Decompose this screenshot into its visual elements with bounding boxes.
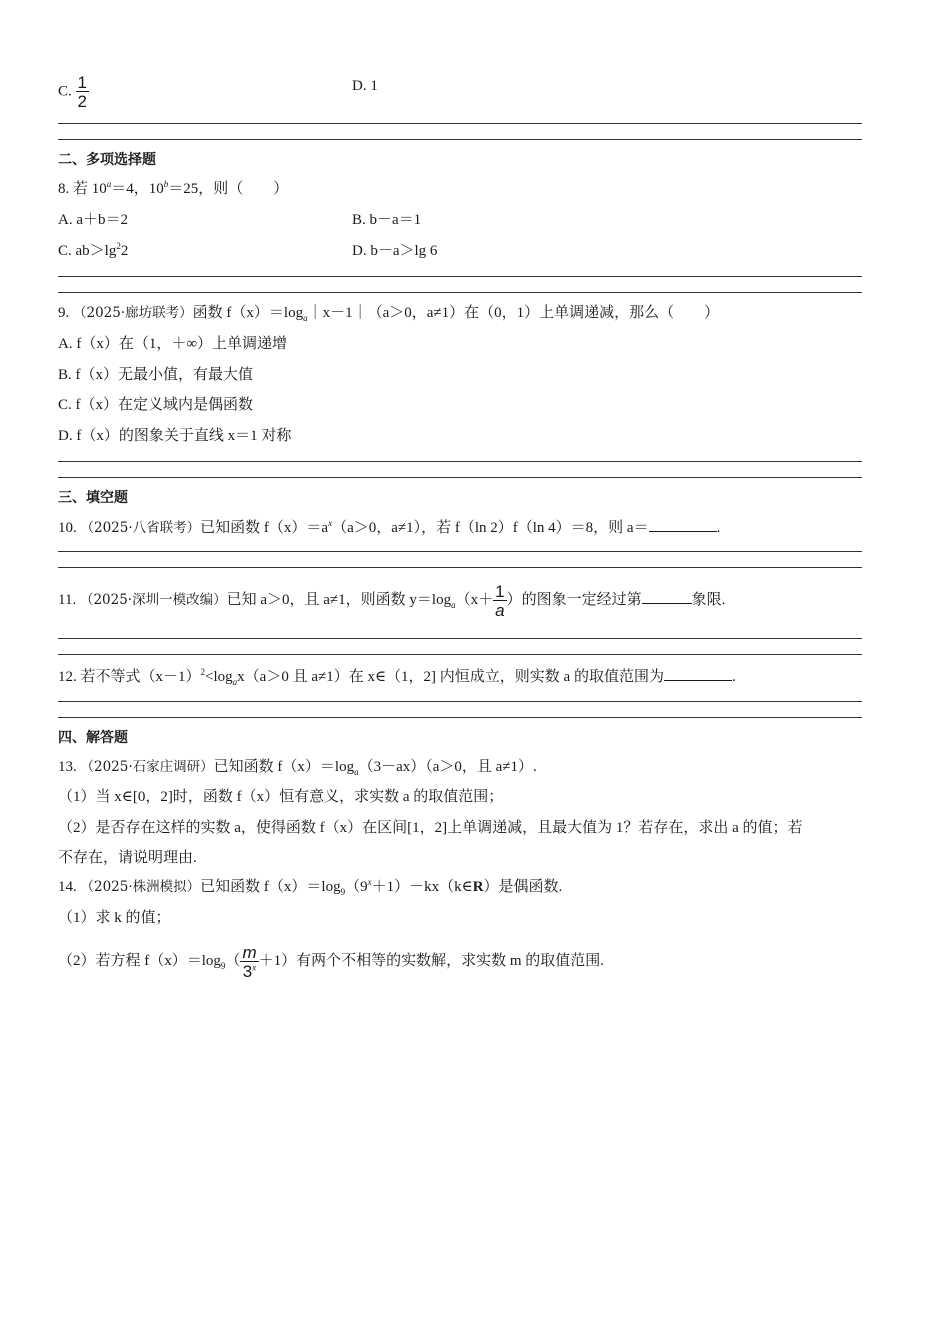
q14-stem: 14. （2025·株洲模拟）已知函数 $f(x)=\log_9(9^x+1)-kx(k\in R)$是偶函数. bbox=[58, 877, 563, 897]
section-title-multiple-choice: 二、多项选择题 bbox=[58, 152, 156, 168]
q13-part-2-continued: 不存在，请说明理由. bbox=[58, 850, 197, 866]
q14-part-2: （2）若方程 $f(x)=\log_9$（ $\frac{m}{3^x}$ ＋1）有两个不相等的实数解，求实数 m 的取值范围. bbox=[58, 942, 605, 981]
section-title-solutions: 四、解答题 bbox=[58, 730, 128, 746]
divider bbox=[58, 701, 862, 702]
q8-option-a: A. a＋b＝2 bbox=[58, 212, 128, 228]
section-title-fill-in: 三、填空题 bbox=[58, 490, 128, 506]
q8-option-c: C. $ab>\lg^22$ bbox=[58, 241, 129, 259]
q13-part-2: （2）是否存在这样的实数 a，使得函数 f（x）在区间[1，2]上单调递减，且最大值为 1？若存在，求出 a 的值；若 bbox=[58, 820, 803, 836]
q7-option-c-fraction: $\frac{1}{2}$ bbox=[77, 73, 87, 111]
divider bbox=[58, 638, 862, 639]
q8-option-b: B. b－a＝1 bbox=[352, 212, 422, 228]
q7-option-d: D. 1 bbox=[352, 78, 378, 94]
q12-answer-blank[interactable] bbox=[664, 666, 732, 681]
q10-stem: 10. （2025·八省联考）已知函数 $f(x)=a^x(a>0$，a≠1），若 f（ln 2）f（ln 4）＝8，则 a＝ . bbox=[58, 518, 721, 536]
q13-stem: 13. （2025·石家庄调研）已知函数 $f(x)=\log_a(3-ax)(a>0$，且 a≠1）. bbox=[58, 759, 537, 777]
q9-option-b: B. f（x）无最小值，有最大值 bbox=[58, 367, 254, 383]
q9-option-c: C. f（x）在定义域内是偶函数 bbox=[58, 397, 254, 413]
divider bbox=[58, 139, 862, 140]
q14-fraction: $\frac{m}{3^x}$ bbox=[242, 942, 257, 981]
q14-part-1: （1）求 k 的值； bbox=[58, 910, 171, 926]
q9-option-a: A. f（x）在（1，＋∞）上单调递增 bbox=[58, 336, 288, 352]
q7-option-c: C. $\frac{1}{2}$ bbox=[58, 73, 87, 111]
q8-option-d: D. b－a＞lg 6 bbox=[352, 243, 438, 259]
q9-stem: 9. （2025·廊坊联考）函数 $f(x)=\log_a|x-1|(a>0$，a≠1）在（0，1）上单调递减，那么（ ） bbox=[58, 305, 720, 323]
q13-part-1: （1）当 x∈[0，2]时，函数 f（x）恒有意义，求实数 a 的取值范围； bbox=[58, 789, 504, 805]
q8-stem: 8. 若 $10^a=4$，$10^b=25$，则（ ） bbox=[58, 179, 289, 197]
divider bbox=[58, 567, 862, 568]
divider bbox=[58, 276, 862, 277]
divider bbox=[58, 461, 862, 462]
divider bbox=[58, 654, 862, 655]
q12-stem: 12. 若不等式$(x-1)^2<\log_ax(a>0$ 且 a≠1）在 x∈（1，2] 内恒成立，则实数 a 的取值范围为 . bbox=[58, 667, 736, 687]
divider bbox=[58, 123, 862, 124]
divider bbox=[58, 551, 862, 552]
q11-answer-blank[interactable] bbox=[642, 589, 692, 604]
q9-option-d: D. f（x）的图象关于直线 x＝1 对称 bbox=[58, 428, 292, 444]
q11-stem: 11. （2025·深圳一模改编）已知 a＞0，且 a≠1，则函数 $y=\log_a(x+$ $\frac{1}{a}$ ）的图象一定经过第 象限. bbox=[58, 581, 726, 620]
q11-fraction: $\frac{1}{a}$ bbox=[495, 581, 505, 620]
divider bbox=[58, 292, 862, 293]
divider bbox=[58, 717, 862, 718]
divider bbox=[58, 477, 862, 478]
q10-answer-blank[interactable] bbox=[649, 517, 717, 532]
